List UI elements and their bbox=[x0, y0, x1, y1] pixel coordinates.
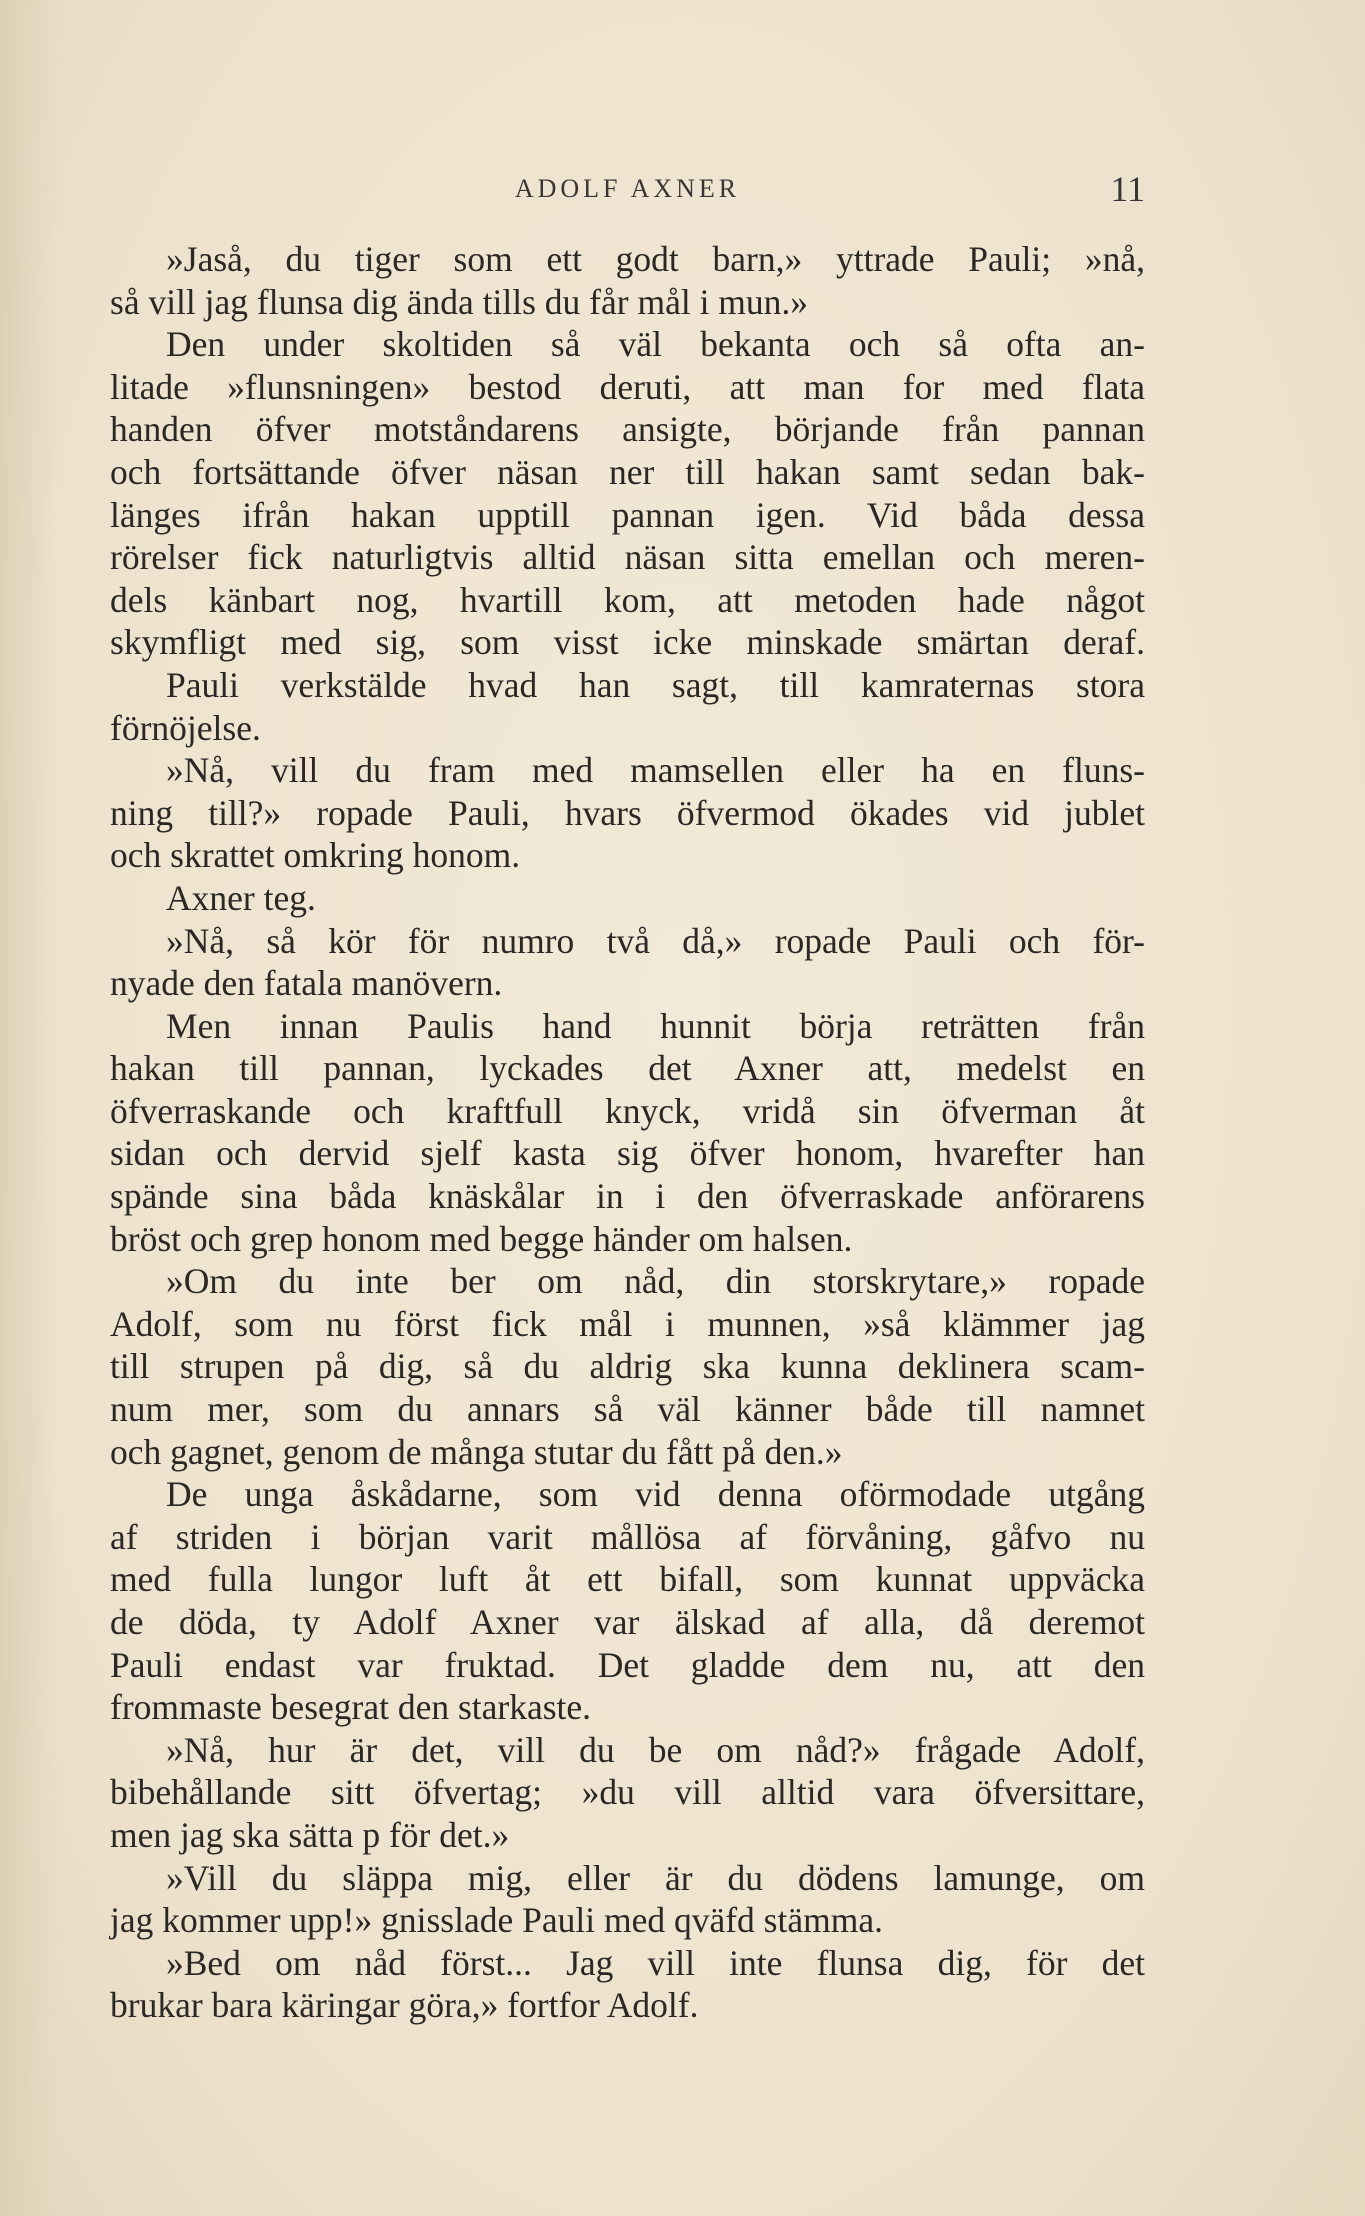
text-line: af striden i början varit mållösa af förvåning, gåfvo nu bbox=[110, 1516, 1145, 1557]
text-line: Pauli verkstälde hvad han sagt, till kamraternas stora bbox=[166, 664, 1145, 705]
text-line: till strupen på dig, så du aldrig ska kunna deklinera scam- bbox=[110, 1346, 1145, 1387]
text-line: Axner teg. bbox=[166, 877, 316, 918]
text-line: och gagnet, genom de många stutar du fått på den.» bbox=[110, 1431, 843, 1472]
page-header bbox=[110, 168, 1145, 208]
text-line: frommaste besegrat den starkaste. bbox=[110, 1687, 592, 1728]
text-line: »Nå, vill du fram med mamsellen eller ha en fluns- bbox=[166, 750, 1145, 791]
text-line: så vill jag flunsa dig ända tills du får mål i mun.» bbox=[110, 281, 809, 322]
text-line: num mer, som du annars så väl känner både till namnet bbox=[110, 1389, 1145, 1430]
text-line: bröst och grep honom med begge händer om halsen. bbox=[110, 1218, 853, 1259]
text-line: Adolf, som nu först fick mål i munnen, »så klämmer jag bbox=[110, 1303, 1145, 1344]
page-number: 11 bbox=[1110, 169, 1145, 209]
text-line: och fortsättande öfver näsan ner till hakan samt sedan bak- bbox=[110, 451, 1145, 492]
text-line: »Nå, hur är det, vill du be om nåd?» frågade Adolf, bbox=[166, 1729, 1145, 1770]
text-line: »Vill du släppa mig, eller är du dödens lamunge, om bbox=[166, 1857, 1145, 1898]
text-line: men jag ska sätta p för det.» bbox=[110, 1814, 510, 1855]
text-line: handen öfver motståndarens ansigte, börjande från pannan bbox=[110, 409, 1145, 450]
text-line: »Nå, så kör för numro två då,» ropade Pauli och för- bbox=[166, 920, 1145, 961]
text-line: jag kommer upp!» gnisslade Pauli med qväfd stämma. bbox=[110, 1900, 883, 1941]
text-line: förnöjelse. bbox=[110, 707, 261, 748]
body-text bbox=[110, 238, 1145, 2027]
text-line: sidan och dervid sjelf kasta sig öfver honom, hvarefter han bbox=[110, 1133, 1145, 1174]
text-line: skymfligt med sig, som visst icke minskade smärtan deraf. bbox=[110, 622, 1145, 663]
running-head: ADOLF AXNER bbox=[514, 174, 741, 203]
text-line: nyade den fatala manövern. bbox=[110, 963, 503, 1004]
text-line: dels känbart nog, hvartill kom, att metoden hade något bbox=[110, 579, 1145, 620]
text-line: »Jaså, du tiger som ett godt barn,» yttrade Pauli; »nå, bbox=[166, 239, 1145, 279]
text-line: och skrattet omkring honom. bbox=[110, 835, 521, 876]
text-line: ning till?» ropade Pauli, hvars öfvermod ökades vid jublet bbox=[110, 792, 1145, 833]
text-line: brukar bara käringar göra,» fortfor Adolf. bbox=[110, 1985, 699, 2026]
text-line: litade »flunsningen» bestod deruti, att man for med flata bbox=[110, 366, 1145, 407]
text-line: Den under skoltiden så väl bekanta och så ofta an- bbox=[166, 324, 1145, 365]
text-line: öfverraskande och kraftfull knyck, vridå sin öfverman åt bbox=[110, 1090, 1145, 1131]
page-edge-shadow bbox=[0, 0, 60, 2216]
text-line: de döda, ty Adolf Axner var älskad af alla, då deremot bbox=[110, 1602, 1145, 1642]
text-line: De unga åskådarne, som vid denna oförmodade utgång bbox=[166, 1474, 1145, 1515]
text-line: hakan till pannan, lyckades det Axner att, medelst en bbox=[110, 1048, 1145, 1089]
text-line: »Bed om nåd först... Jag vill inte flunsa dig, för det bbox=[166, 1942, 1145, 1983]
text-line: Men innan Paulis hand hunnit börja reträtten från bbox=[166, 1005, 1145, 1046]
text-line: länges ifrån hakan upptill pannan igen. Vid båda dessa bbox=[110, 494, 1145, 535]
text-line: rörelser fick naturligtvis alltid näsan sitta emellan och meren- bbox=[110, 537, 1145, 578]
text-line: med fulla lungor luft åt ett bifall, som kunnat uppväcka bbox=[110, 1559, 1145, 1600]
text-line: Pauli endast var fruktad. Det gladde dem nu, att den bbox=[110, 1644, 1145, 1685]
text-line: »Om du inte ber om nåd, din storskrytare,» ropade bbox=[166, 1261, 1145, 1302]
text-line: bibehållande sitt öfvertag; »du vill alltid vara öfversittare, bbox=[110, 1772, 1145, 1813]
text-line: spände sina båda knäskålar in i den öfverraskade anförarens bbox=[110, 1176, 1145, 1217]
